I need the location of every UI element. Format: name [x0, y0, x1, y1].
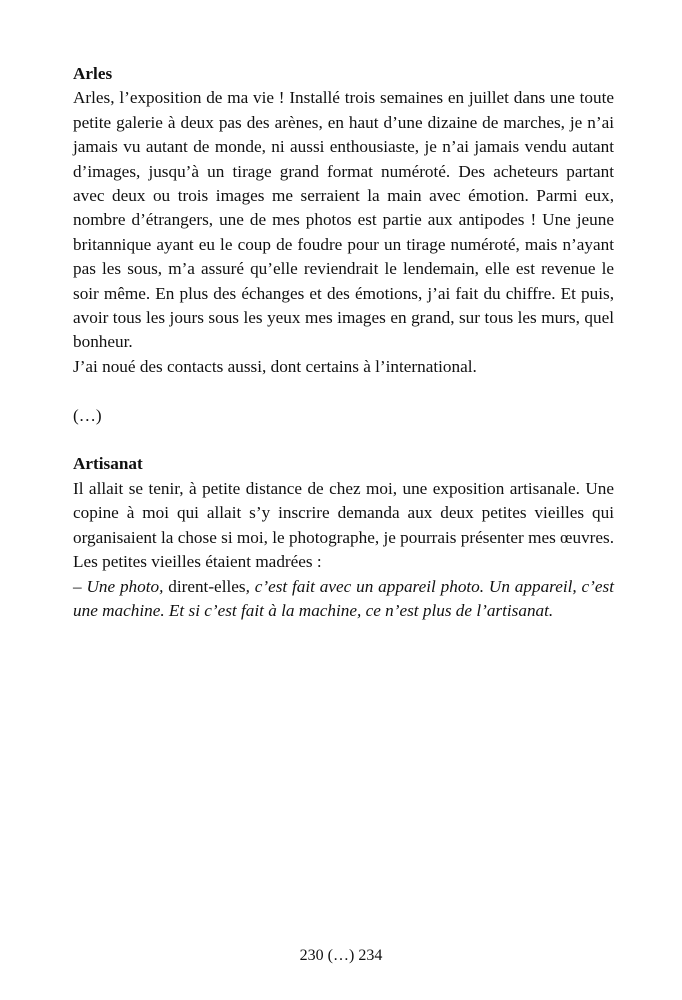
paragraph-arles-main: Arles, l’exposition de ma vie ! Installé trois semaines en juillet dans une toute petite galerie à deux pas des arènes, en haut d’une dizaine de marches, je n’ai jamais vu autant de monde, ni aussi enthousiaste, je n’ai jamais vendu autant d’images, jusqu’à un tirage grand format numéroté. Des acheteurs partant avec deux ou trois images me serraient la main avec émotion. Parmi eux, nombre d’étrangers, une de mes photos est partie aux antipodes ! Une jeune britannique ayant eu le coup de foudre pour un tirage numéroté, mais n’ayant pas les sous, m’a assuré qu’elle reviendrait le lendemain, elle est revenue le soir même. En plus des échanges et des émotions, j’ai fait du chiffre. Et puis, avoir tous les jours sous les yeux mes images en grand, sur tous les murs, quel bonheur. — [73, 88, 614, 352]
section-arles — [73, 62, 614, 379]
ellipsis-marker: (…) — [73, 405, 102, 425]
page-folio: 230 (…) 234 — [299, 947, 383, 964]
paragraph-artisanat-main: Il allait se tenir, à petite distance de chez moi, une exposition artisanale. Une copine à moi qui allait s’y inscrire demanda aux deux petites vieilles qui organisaient la chose si moi, le photographe, je pourrais présenter mes œuvres. Les petites vieilles étaient madrées : — [73, 478, 614, 572]
spacer — [73, 379, 614, 403]
quote-roman-part2: dirent-elles — [163, 576, 246, 596]
section-title-arles: Arles — [73, 64, 113, 83]
spacer — [73, 428, 614, 452]
quote-italic-part3: , c’est fait avec un appareil photo. Un appareil, c’est une machine. Et si c’est fait à la machine, ce n’est plus de l’artisanat. — [73, 576, 614, 620]
paragraph-arles-last: J’ai noué des contacts aussi, dont certains à l’international. — [73, 356, 477, 376]
quote-italic-part1: – Une photo, — [73, 576, 164, 596]
page-body — [73, 62, 614, 623]
section-title-artisanat: Artisanat — [73, 454, 143, 474]
section-artisanat — [73, 452, 614, 623]
paragraph-artisanat-quote — [73, 575, 614, 624]
